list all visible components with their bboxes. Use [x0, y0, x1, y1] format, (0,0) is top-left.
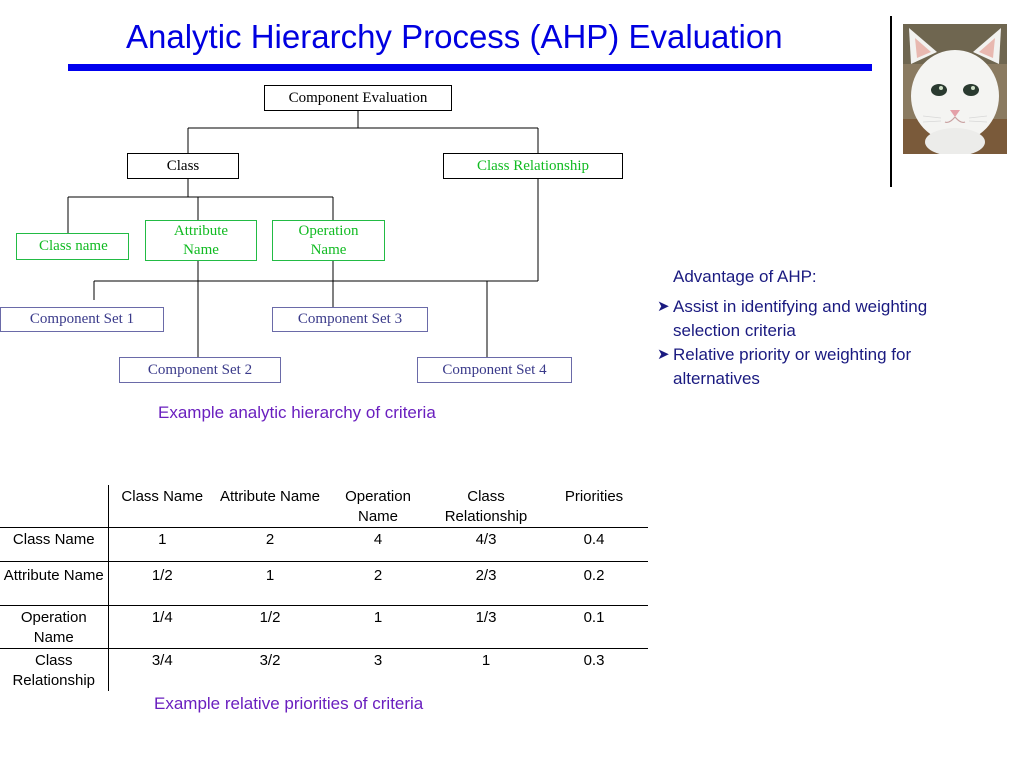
column-header: Operation Name — [324, 485, 432, 528]
table-cell: 4 — [324, 528, 432, 562]
table-cell: 2/3 — [432, 562, 540, 606]
column-header: Priorities — [540, 485, 648, 528]
advantages-heading: Advantage of AHP: — [673, 267, 817, 286]
table-cell: 1 — [108, 528, 216, 562]
node-label: Class name — [39, 238, 108, 254]
row-header: Operation Name — [0, 606, 108, 649]
node-label: Class Relationship — [476, 157, 590, 174]
node-component-set-3 — [272, 307, 428, 332]
advantage-item — [657, 343, 997, 391]
table-header-row — [0, 485, 648, 528]
table-row — [0, 606, 648, 649]
node-label-line: Name — [310, 241, 347, 258]
table-cell: 0.1 — [540, 606, 648, 649]
table-cell: 1/3 — [432, 606, 540, 649]
node-label: Component Set 1 — [29, 311, 135, 327]
table-cell: 0.3 — [583, 652, 605, 669]
table-cell: 4/3 — [432, 528, 540, 562]
arrow-bullet-icon: ➤ — [657, 346, 670, 363]
node-component-set-1 — [0, 307, 164, 332]
node-component-set-4 — [417, 357, 572, 383]
row-header: Attribute Name — [0, 562, 108, 606]
table-cell: 2 — [324, 562, 432, 606]
table-cell: 0.2 — [540, 562, 648, 606]
table-caption: Example relative priorities of criteria — [154, 694, 424, 713]
node-label: Component Set 4 — [442, 361, 547, 378]
node-class — [127, 153, 239, 179]
node-attribute-name — [145, 220, 257, 261]
table-row — [0, 562, 648, 606]
priority-table — [0, 485, 648, 691]
table-cell: 3/4 — [151, 652, 173, 669]
column-header: Class Relationship — [432, 485, 540, 528]
column-header: Class Name — [108, 485, 216, 528]
advantage-text: Relative priority or weighting for alternatives — [673, 345, 912, 388]
table-cell: 2 — [216, 528, 324, 562]
node-label: Component Set 2 — [147, 361, 253, 378]
node-label-line: Attribute — [173, 222, 229, 239]
slide-title: Analytic Hierarchy Process (AHP) Evaluation — [126, 18, 783, 55]
node-label: Component Evaluation — [288, 89, 428, 106]
table-cell: 1 — [324, 606, 432, 649]
table-corner-cell — [0, 485, 108, 528]
node-label: Class — [166, 157, 200, 174]
table-cell: 1 — [216, 562, 324, 606]
node-operation-name — [272, 220, 385, 261]
node-label: Component Set 3 — [297, 311, 403, 327]
arrow-bullet-icon: ➤ — [657, 298, 670, 315]
hierarchy-caption: Example analytic hierarchy of criteria — [158, 403, 436, 422]
column-header: Attribute Name — [216, 485, 324, 528]
node-class-name — [16, 233, 129, 260]
table-row — [0, 649, 648, 692]
node-label-line: Name — [183, 241, 219, 258]
table-cell: 3/2 — [259, 652, 281, 669]
node-label-line: Operation — [298, 222, 359, 239]
table-cell: 3 — [373, 652, 383, 669]
table-cell: 1/2 — [108, 562, 216, 606]
row-header: Class Relationship — [0, 649, 108, 692]
advantage-item — [657, 295, 997, 343]
node-component-evaluation — [264, 85, 452, 111]
table-cell: 1/2 — [216, 606, 324, 649]
table-cell: 1/4 — [108, 606, 216, 649]
row-header: Class Name — [0, 528, 108, 562]
node-class-relationship — [443, 153, 623, 179]
table-cell: 0.4 — [540, 528, 648, 562]
table-row — [0, 528, 648, 562]
node-component-set-2 — [119, 357, 281, 383]
advantage-text: Assist in identifying and weighting selection criteria — [673, 297, 928, 340]
table-cell: 1 — [481, 652, 491, 669]
